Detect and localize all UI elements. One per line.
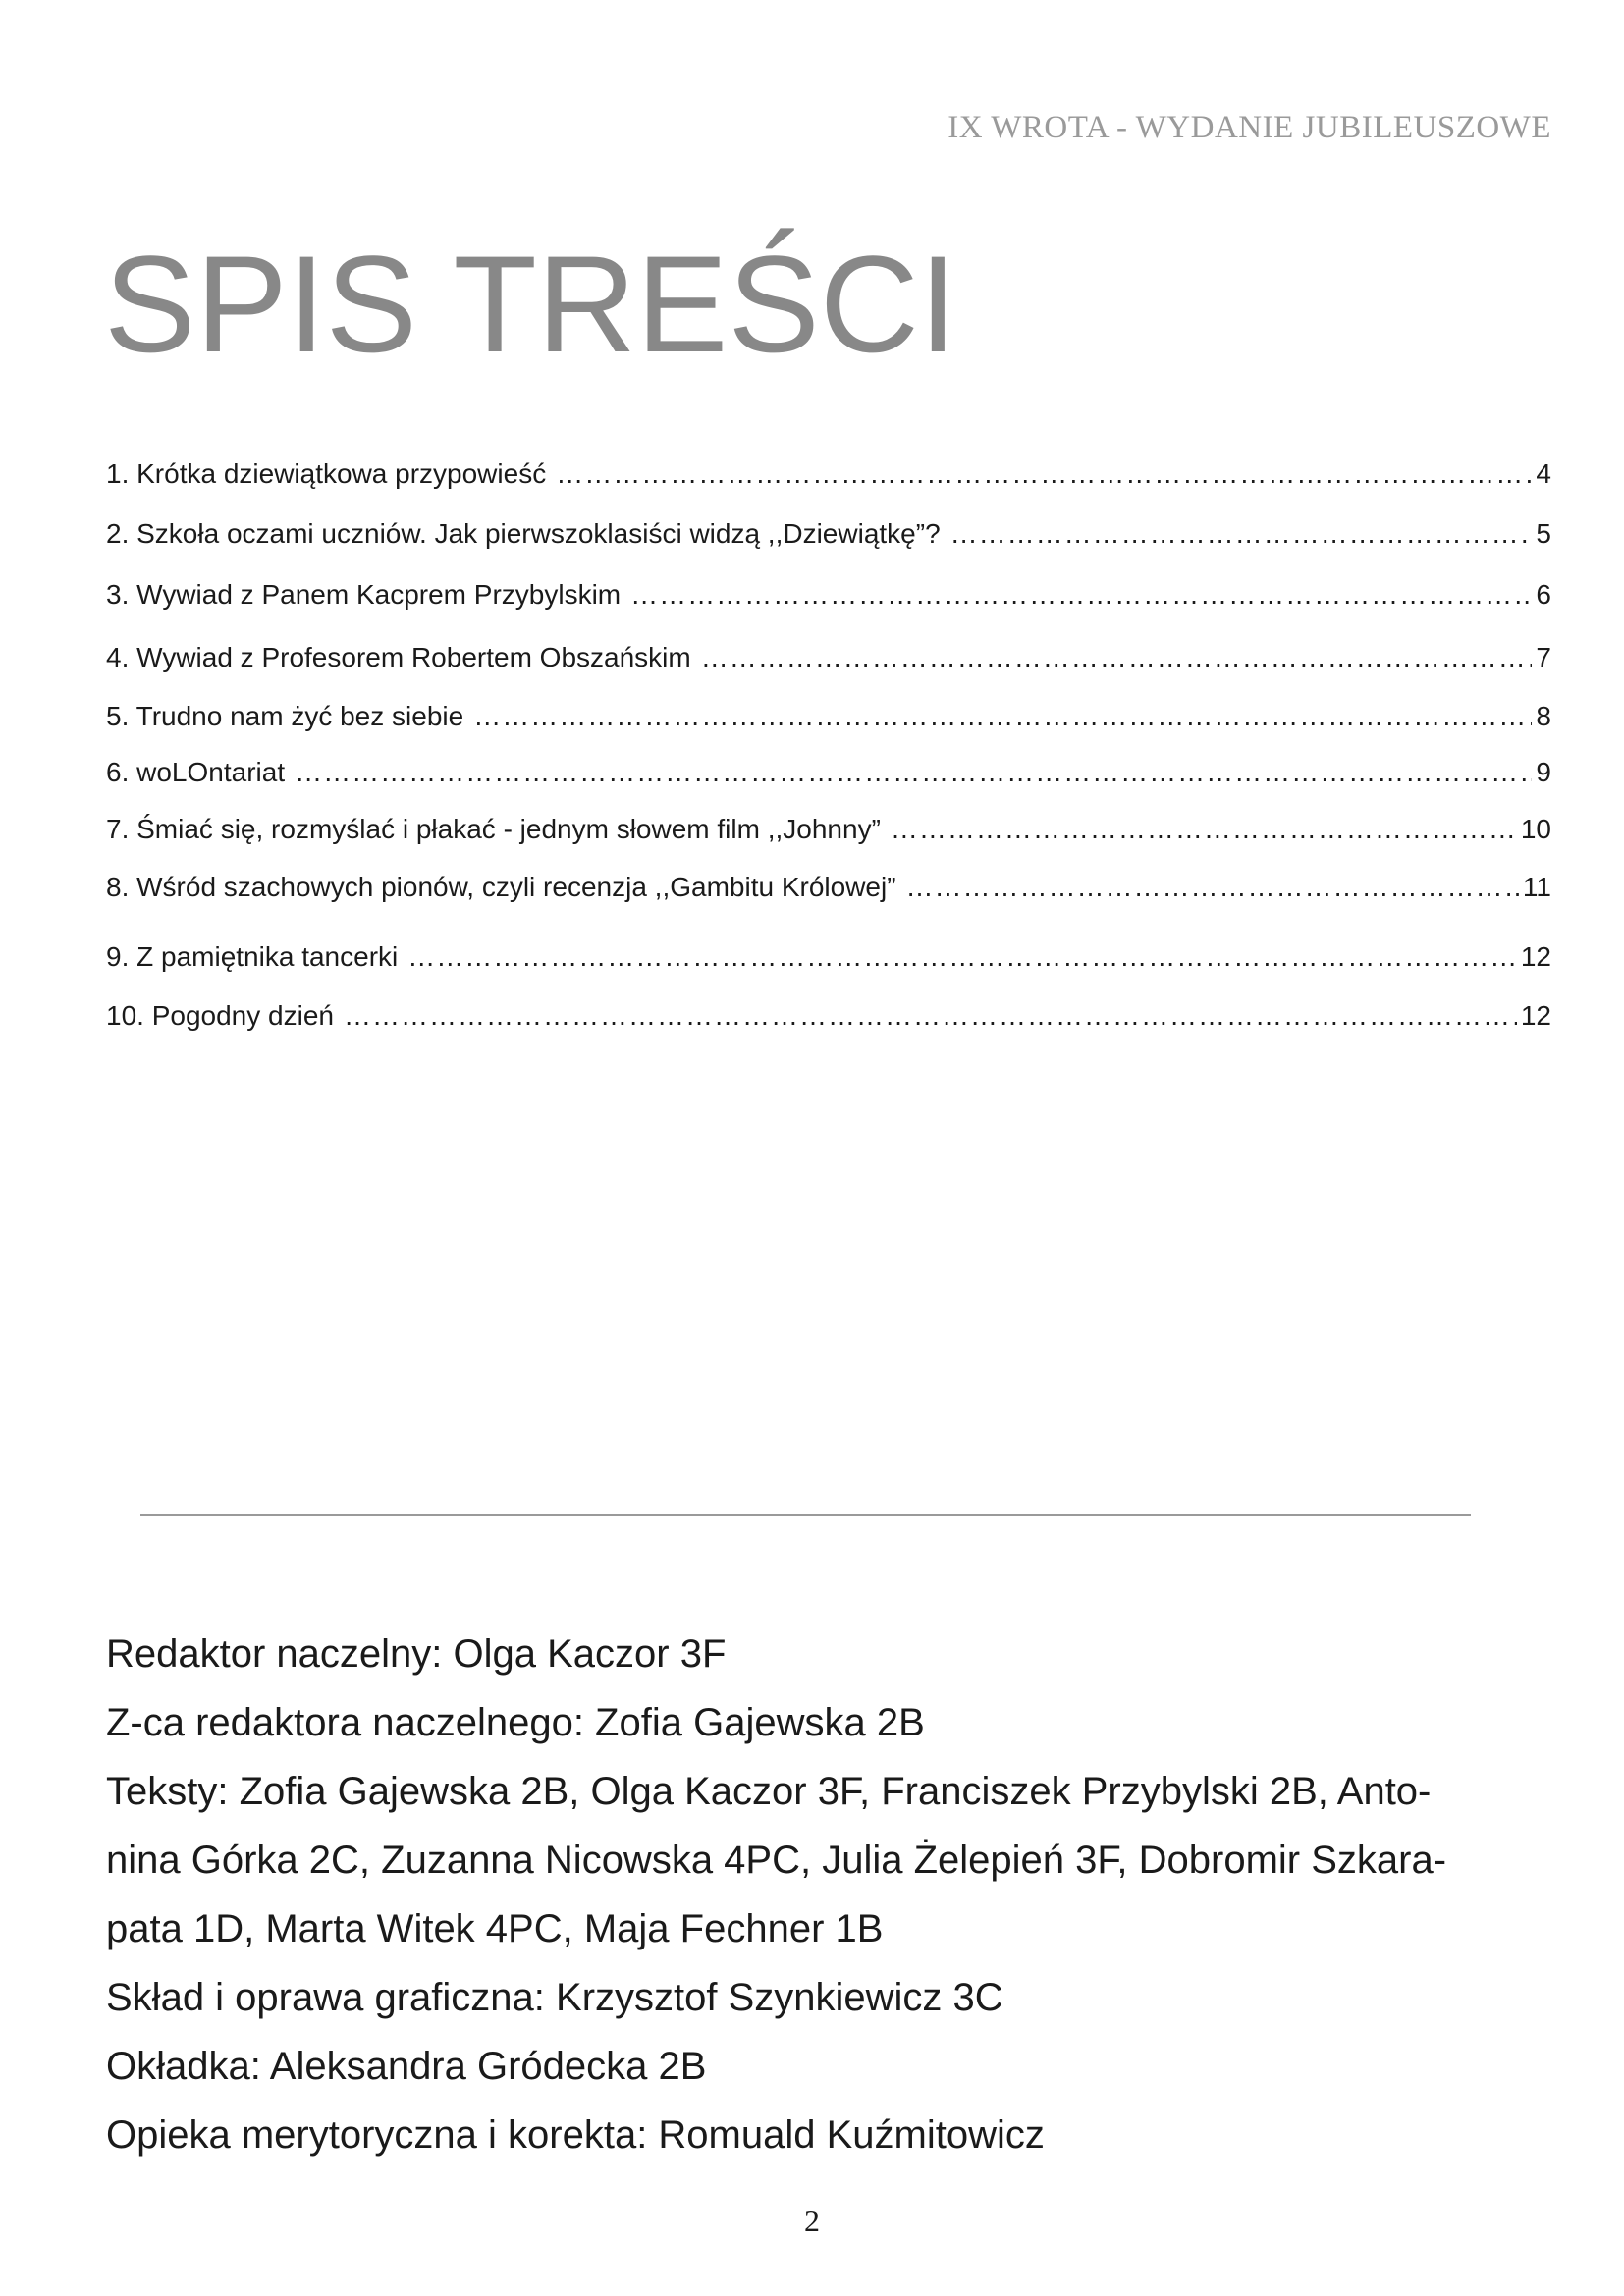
page-number: 2 xyxy=(804,2203,820,2238)
toc-dot-leader xyxy=(906,869,1519,906)
toc-entry-title: 2. Szkoła oczami uczniów. Jak pierwszoklasiści widzą ,,Dziewiątkę”? xyxy=(106,518,941,549)
credit-line-proofreading: Opieka merytoryczna i korekta: Romuald Kuźmitowicz xyxy=(106,2113,1045,2157)
toc-entry-title: 10. Pogodny dzień xyxy=(106,1000,334,1031)
toc-entry-page: 12 xyxy=(1520,941,1551,972)
toc-entry xyxy=(106,938,1551,976)
toc-entry xyxy=(106,997,1551,1035)
toc-entry-page: 12 xyxy=(1520,1000,1551,1031)
toc-entry xyxy=(106,576,1551,614)
toc-entry-page: 11 xyxy=(1522,872,1551,902)
toc-entry-page: 6 xyxy=(1536,579,1551,610)
toc-entry-title: 4. Wywiad z Profesorem Robertem Obszańskim xyxy=(106,642,691,672)
toc-entry xyxy=(106,869,1551,906)
credit-line-texts-continued: nina Górka 2C, Zuzanna Nicowska 4PC, Julia Żelepień 3F, Dobromir Szkara- xyxy=(106,1839,1447,1882)
credit-line-editor-in-chief: Redaktor naczelny: Olga Kaczor 3F xyxy=(106,1632,727,1676)
toc-entry xyxy=(106,639,1551,676)
credit-line-cover: Okładka: Aleksandra Gródecka 2B xyxy=(106,2045,707,2088)
toc-dot-leader xyxy=(891,811,1517,848)
toc-entry-page: 10 xyxy=(1520,814,1551,844)
toc-dot-leader xyxy=(473,698,1532,735)
toc-entry-page: 4 xyxy=(1536,458,1551,489)
credit-line-texts-end: pata 1D, Marta Witek 4PC, Maja Fechner 1B xyxy=(106,1907,884,1950)
credit-line-texts: Teksty: Zofia Gajewska 2B, Olga Kaczor 3F, Franciszek Przybylski 2B, Anto- xyxy=(106,1770,1432,1813)
toc-entry xyxy=(106,698,1551,735)
toc-dot-leader xyxy=(701,639,1533,676)
toc-entry xyxy=(106,455,1551,493)
toc-entry-title: 5. Trudno nam żyć bez siebie xyxy=(106,701,464,731)
publication-header: IX WROTA - WYDANIE JUBILEUSZOWE xyxy=(947,110,1551,145)
page-title: SPIS TREŚCI xyxy=(104,227,957,381)
toc-dot-leader xyxy=(630,576,1532,614)
toc-entry-title: 7. Śmiać się, rozmyślać i płakać - jednym słowem film ,,Johnny” xyxy=(106,814,881,844)
toc-entry-page: 9 xyxy=(1536,757,1551,787)
editorial-credits xyxy=(106,1620,1481,2169)
toc-entry-title: 1. Krótka dziewiątkowa przypowieść xyxy=(106,458,547,489)
toc-dot-leader xyxy=(556,455,1532,493)
toc-dot-leader xyxy=(344,997,1517,1035)
toc-entry-page: 8 xyxy=(1536,701,1551,731)
toc-entry-title: 3. Wywiad z Panem Kacprem Przybylskim xyxy=(106,579,622,610)
credit-line-deputy-editor: Z-ca redaktora naczelnego: Zofia Gajewska 2B xyxy=(106,1701,925,1744)
toc-entry-page: 5 xyxy=(1536,518,1551,549)
credit-line-layout: Skład i oprawa graficzna: Krzysztof Szynkiewicz 3C xyxy=(106,1976,1003,2019)
toc-entry-title: 9. Z pamiętnika tancerki xyxy=(106,941,399,972)
toc-entry-title: 6. woLOntariat xyxy=(106,757,286,787)
section-divider xyxy=(140,1514,1471,1516)
toc-dot-leader xyxy=(295,754,1532,791)
toc-dot-leader xyxy=(950,515,1533,553)
toc-dot-leader xyxy=(407,938,1517,976)
toc-entry xyxy=(106,811,1551,848)
toc-entry-page: 7 xyxy=(1536,642,1551,672)
toc-entry xyxy=(106,515,1551,553)
toc-entry xyxy=(106,754,1551,791)
toc-entry-title: 8. Wśród szachowych pionów, czyli recenzja ,,Gambitu Królowej” xyxy=(106,872,896,902)
